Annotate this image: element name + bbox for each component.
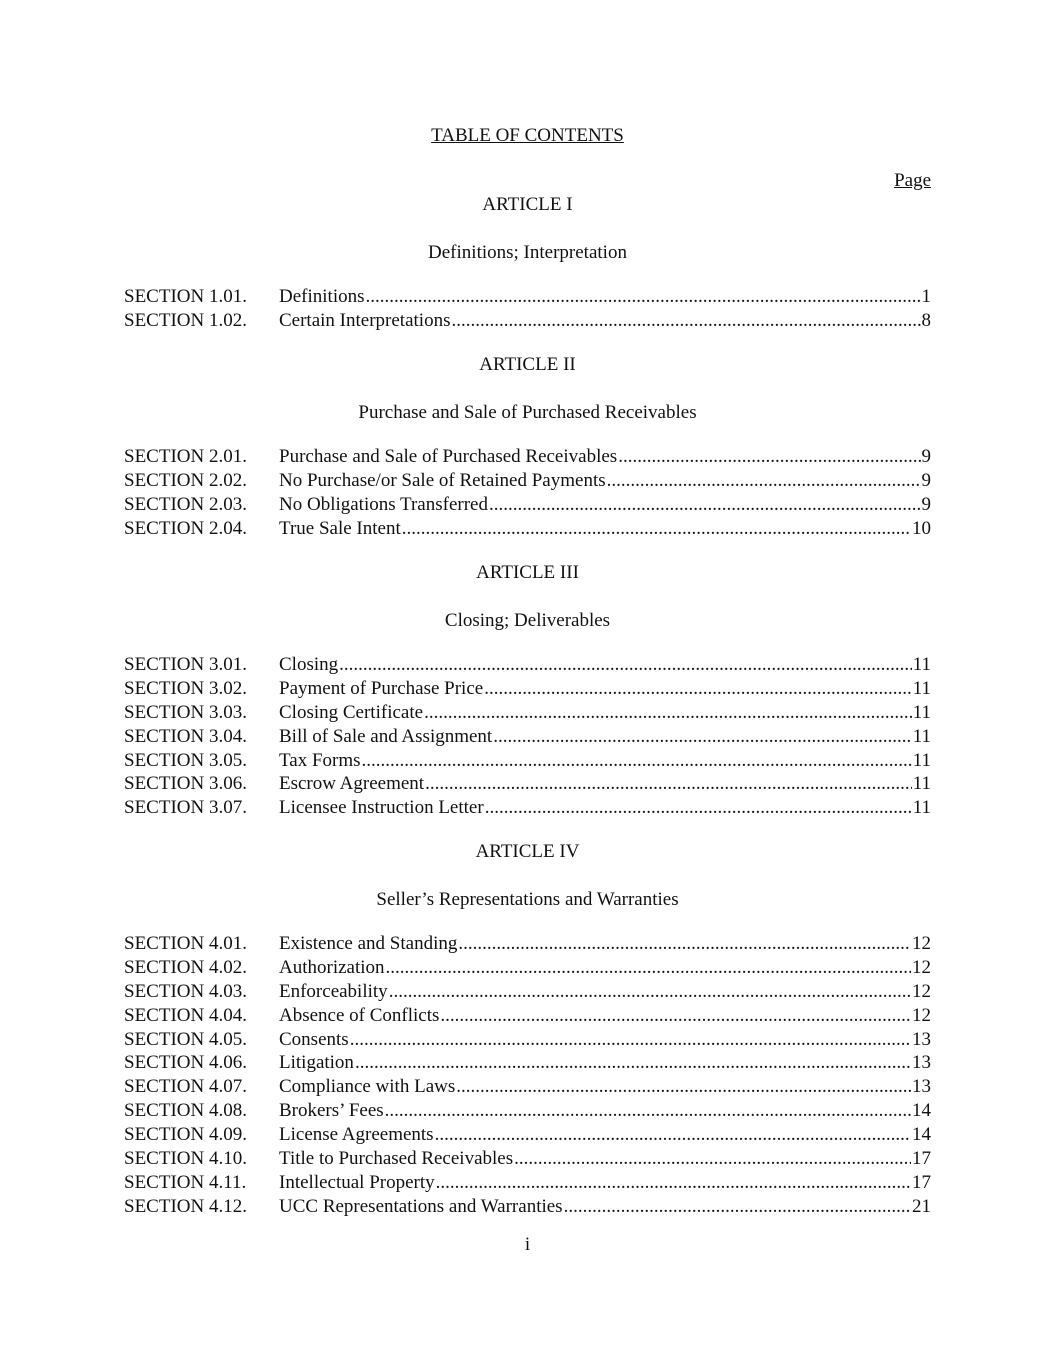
- section-page: 13: [912, 1076, 931, 1098]
- section-title: Bill of Sale and Assignment: [279, 725, 493, 747]
- section-page: 9: [921, 469, 931, 491]
- dot-leader: [350, 1028, 911, 1052]
- toc-entry[interactable]: [124, 1004, 931, 1028]
- section-number: SECTION 4.08.: [124, 1100, 247, 1122]
- section-number: SECTION 2.02.: [124, 469, 247, 491]
- section-page: 11: [912, 654, 931, 675]
- toc-entry[interactable]: [124, 1123, 931, 1147]
- section-number: SECTION 3.02.: [124, 677, 247, 699]
- article-block: [124, 561, 931, 820]
- toc-entry[interactable]: [124, 677, 931, 701]
- dot-leader: [564, 1195, 911, 1219]
- section-title: Enforceability: [279, 980, 388, 1002]
- dot-leader: [440, 1004, 911, 1028]
- dot-leader: [607, 469, 921, 493]
- article-heading: ARTICLE I: [482, 194, 573, 215]
- section-page: 11: [912, 701, 931, 723]
- article-block: [124, 193, 931, 333]
- article-subtitle: Closing; Deliverables: [444, 610, 611, 631]
- section-number: SECTION 4.01.: [124, 933, 247, 954]
- dot-leader: [386, 956, 911, 980]
- section-list: [124, 285, 931, 333]
- dot-leader: [485, 796, 912, 820]
- section-number: SECTION 3.01.: [124, 654, 247, 675]
- article-heading: ARTICLE II: [479, 354, 576, 375]
- section-title: Licensee Instruction Letter: [279, 797, 484, 819]
- section-title: Payment of Purchase Price: [279, 677, 484, 699]
- dot-leader: [389, 980, 911, 1004]
- section-title: True Sale Intent: [279, 517, 401, 539]
- section-page: 1: [921, 286, 931, 307]
- toc-entry[interactable]: [124, 749, 931, 773]
- section-page: 21: [912, 1195, 931, 1217]
- toc-entry[interactable]: [124, 956, 931, 980]
- section-number: SECTION 3.03.: [124, 701, 247, 723]
- section-title: License Agreements: [279, 1124, 434, 1146]
- section-number: SECTION 2.03.: [124, 493, 247, 515]
- toc-entry[interactable]: [124, 1051, 931, 1075]
- section-number: SECTION 3.05.: [124, 749, 247, 771]
- section-number: SECTION 2.04.: [124, 517, 247, 539]
- section-page: 10: [912, 517, 931, 539]
- dot-leader: [436, 1171, 911, 1195]
- dot-leader: [484, 677, 912, 701]
- article-block: [124, 353, 931, 541]
- article-subtitle: Definitions; Interpretation: [428, 242, 627, 263]
- section-list: [124, 653, 931, 820]
- dot-leader: [451, 309, 920, 333]
- section-page: 12: [912, 980, 931, 1002]
- toc-entry[interactable]: [124, 493, 931, 517]
- section-title: Existence and Standing: [279, 933, 458, 954]
- section-page: 11: [912, 797, 931, 819]
- section-list: [124, 932, 931, 1219]
- section-title: UCC Representations and Warranties: [279, 1195, 563, 1217]
- toc-title: TABLE OF CONTENTS: [431, 125, 624, 146]
- dot-leader: [355, 1051, 911, 1075]
- section-title: Definitions: [279, 286, 365, 307]
- article-block: [124, 840, 931, 1219]
- section-page: 13: [912, 1028, 931, 1050]
- dot-leader: [425, 772, 912, 796]
- section-number: SECTION 4.04.: [124, 1004, 247, 1026]
- section-number: SECTION 4.12.: [124, 1195, 247, 1217]
- toc-entry[interactable]: [124, 309, 931, 333]
- dot-leader: [366, 285, 921, 309]
- section-page: 12: [912, 956, 931, 978]
- section-number: SECTION 2.01.: [124, 446, 247, 467]
- section-number: SECTION 3.06.: [124, 773, 247, 795]
- dot-leader: [493, 725, 911, 749]
- toc-entry[interactable]: [124, 1195, 931, 1219]
- section-title: Escrow Agreement: [279, 773, 425, 795]
- dot-leader: [489, 493, 921, 517]
- section-page: 12: [912, 933, 931, 954]
- section-page: 11: [912, 749, 931, 771]
- section-number: SECTION 4.03.: [124, 980, 247, 1002]
- section-title: Consents: [279, 1028, 349, 1050]
- toc-entry[interactable]: [124, 980, 931, 1004]
- section-title: Absence of Conflicts: [279, 1004, 440, 1026]
- toc-entry[interactable]: [124, 1028, 931, 1052]
- toc-entry[interactable]: [124, 701, 931, 725]
- section-number: SECTION 4.05.: [124, 1028, 247, 1050]
- dot-leader: [339, 653, 912, 677]
- toc-entry[interactable]: [124, 1147, 931, 1171]
- section-number: SECTION 4.10.: [124, 1148, 247, 1170]
- dot-leader: [385, 1099, 911, 1123]
- section-page: 9: [921, 493, 931, 515]
- article-heading: ARTICLE III: [476, 562, 579, 583]
- section-number: SECTION 3.07.: [124, 797, 247, 819]
- toc-entry[interactable]: [124, 772, 931, 796]
- section-title: Closing: [279, 654, 339, 675]
- footer-page-number: i: [524, 1234, 531, 1255]
- section-number: SECTION 4.07.: [124, 1076, 247, 1098]
- section-page: 12: [912, 1004, 931, 1026]
- toc-entry[interactable]: [124, 445, 931, 469]
- dot-leader: [402, 517, 911, 541]
- toc-entry[interactable]: [124, 1171, 931, 1195]
- section-page: 11: [912, 773, 931, 795]
- section-number: SECTION 1.02.: [124, 309, 247, 331]
- section-title: Compliance with Laws: [279, 1076, 456, 1098]
- section-number: SECTION 1.01.: [124, 286, 247, 307]
- section-page: 14: [912, 1124, 931, 1146]
- section-number: SECTION 3.04.: [124, 725, 247, 747]
- section-list: [124, 445, 931, 541]
- dot-leader: [618, 445, 920, 469]
- section-page: 11: [912, 725, 931, 747]
- section-number: SECTION 4.06.: [124, 1052, 247, 1074]
- section-title: Certain Interpretations: [279, 309, 451, 331]
- dot-leader: [435, 1123, 911, 1147]
- section-title: No Obligations Transferred: [279, 493, 488, 515]
- section-number: SECTION 4.11.: [124, 1171, 247, 1193]
- section-title: Intellectual Property: [279, 1171, 435, 1193]
- toc-entry[interactable]: [124, 932, 931, 956]
- toc-entry[interactable]: [124, 796, 931, 820]
- section-title: Authorization: [279, 956, 385, 978]
- section-title: Closing Certificate: [279, 701, 424, 723]
- dot-leader: [514, 1147, 911, 1171]
- toc-entry[interactable]: [124, 517, 931, 541]
- section-title: No Purchase/or Sale of Retained Payments: [279, 469, 606, 491]
- section-title: Tax Forms: [279, 749, 361, 771]
- dot-leader: [458, 932, 911, 956]
- toc-entry[interactable]: [124, 469, 931, 493]
- section-page: 14: [912, 1100, 931, 1122]
- dot-leader: [456, 1075, 911, 1099]
- section-page: 17: [912, 1171, 931, 1193]
- section-title: Litigation: [279, 1052, 354, 1074]
- article-subtitle: Seller’s Representations and Warranties: [376, 889, 679, 910]
- section-page: 8: [921, 309, 931, 331]
- section-page: 13: [912, 1052, 931, 1074]
- dot-leader: [362, 749, 912, 773]
- section-title: Title to Purchased Receivables: [279, 1148, 514, 1170]
- toc-entry[interactable]: [124, 653, 931, 677]
- section-number: SECTION 4.02.: [124, 956, 247, 978]
- dot-leader: [424, 701, 912, 725]
- toc-entry[interactable]: [124, 725, 931, 749]
- section-title: Brokers’ Fees: [279, 1100, 384, 1122]
- toc-entry[interactable]: [124, 1075, 931, 1099]
- section-page: 17: [912, 1148, 931, 1170]
- article-subtitle: Purchase and Sale of Purchased Receivables: [358, 402, 697, 423]
- toc-entry[interactable]: [124, 285, 931, 309]
- section-page: 11: [912, 677, 931, 699]
- section-number: SECTION 4.09.: [124, 1124, 247, 1146]
- article-heading: ARTICLE IV: [475, 841, 580, 862]
- section-title: Purchase and Sale of Purchased Receivables: [279, 446, 618, 467]
- toc-entry[interactable]: [124, 1099, 931, 1123]
- section-page: 9: [921, 446, 931, 467]
- page-column-label: Page: [894, 170, 931, 191]
